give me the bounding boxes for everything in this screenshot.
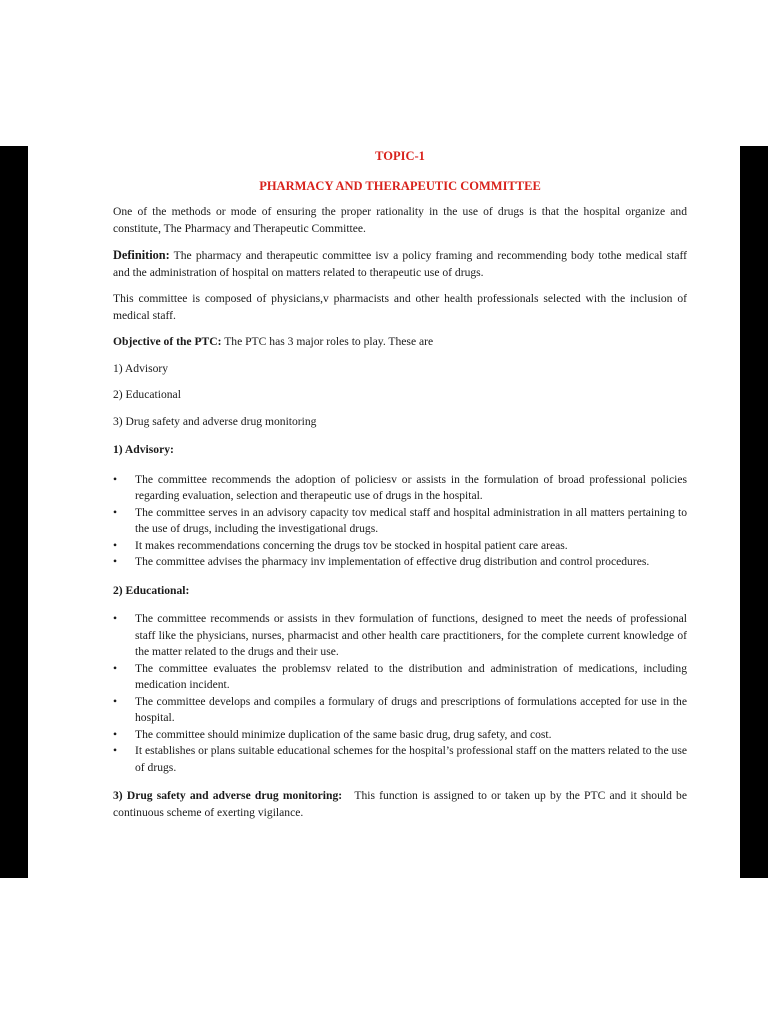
definition-text: The pharmacy and therapeutic committee isv a policy framing and recommending body tothe medical staff and the administration of hospital on matters related to therapeutic use of drugs.	[113, 249, 687, 279]
topic-label: TOPIC-1	[375, 149, 425, 163]
educational-list	[113, 611, 687, 776]
educational-item-1: • The committee recommends or assists in thev formulation of functions, designed to meet the needs of professional staff like the physicians, nurses, pharmacist and other health care practitioners, for the complete current knowledge of the matter related to the drugs and their use.	[113, 611, 687, 661]
role-item-3: 3) Drug safety and adverse drug monitoring	[113, 414, 317, 428]
drug-safety-text: This function is assigned to or taken up by the PTC and it should be continuous scheme of exerting vigilance.	[113, 789, 690, 819]
composition-paragraph: This committee is composed of physicians,v pharmacists and other health professionals selected with the inclusion of medical staff.	[113, 292, 687, 322]
educational-item-5: • It establishes or plans suitable educational schemes for the hospital’s professional staff on the matters related to the use of drugs.	[113, 743, 687, 776]
advisory-list	[113, 472, 687, 571]
educational-item-4: • The committee should minimize duplication of the same basic drug, drug safety, and cost.	[113, 727, 687, 744]
drug-safety-label: 3) Drug safety and adverse drug monitoring:	[113, 789, 343, 802]
objective-text: The PTC has 3 major roles to play. These are	[221, 335, 434, 348]
objective-label: Objective of the PTC:	[113, 335, 222, 348]
advisory-heading: 1) Advisory:	[113, 443, 174, 456]
intro-paragraph: One of the methods or mode of ensuring the proper rationality in the use of drugs is that the hospital organize and constitute, The Pharmacy and Therapeutic Committee.	[113, 205, 687, 235]
educational-heading: 2) Educational:	[113, 583, 190, 597]
drug-safety-paragraph	[113, 788, 690, 821]
objective-paragraph	[113, 334, 687, 351]
definition-label: Definition:	[113, 248, 170, 262]
educational-item-3: • The committee develops and compiles a formulary of drugs and prescriptions of formulations accepted for use in the hospital.	[113, 694, 687, 727]
educational-item-2: • The committee evaluates the problemsv related to the distribution and administration of medications, including medication incident.	[113, 661, 687, 694]
advisory-item-4: • The committee advises the pharmacy inv implementation of effective drug distribution and control procedures.	[113, 554, 687, 571]
page-title: PHARMACY AND THERAPEUTIC COMMITTEE	[259, 178, 541, 193]
definition-paragraph	[113, 247, 687, 281]
document-page	[113, 148, 690, 831]
role-item-2: 2) Educational	[113, 388, 181, 401]
left-black-bar	[0, 146, 28, 878]
advisory-item-3: • It makes recommendations concerning the drugs tov be stocked in hospital patient care areas.	[113, 538, 687, 555]
advisory-item-2: • The committee serves in an advisory capacity tov medical staff and hospital administration in all matters pertaining to the use of drugs, including the investigational drugs.	[113, 505, 687, 538]
right-black-bar	[740, 146, 768, 878]
role-item-1: 1) Advisory	[113, 361, 169, 375]
advisory-item-1: • The committee recommends the adoption of policiesv or assists in the formulation of broad professional policies regarding evaluation, selection and therapeutic use of drugs in the hospital.	[113, 472, 687, 505]
